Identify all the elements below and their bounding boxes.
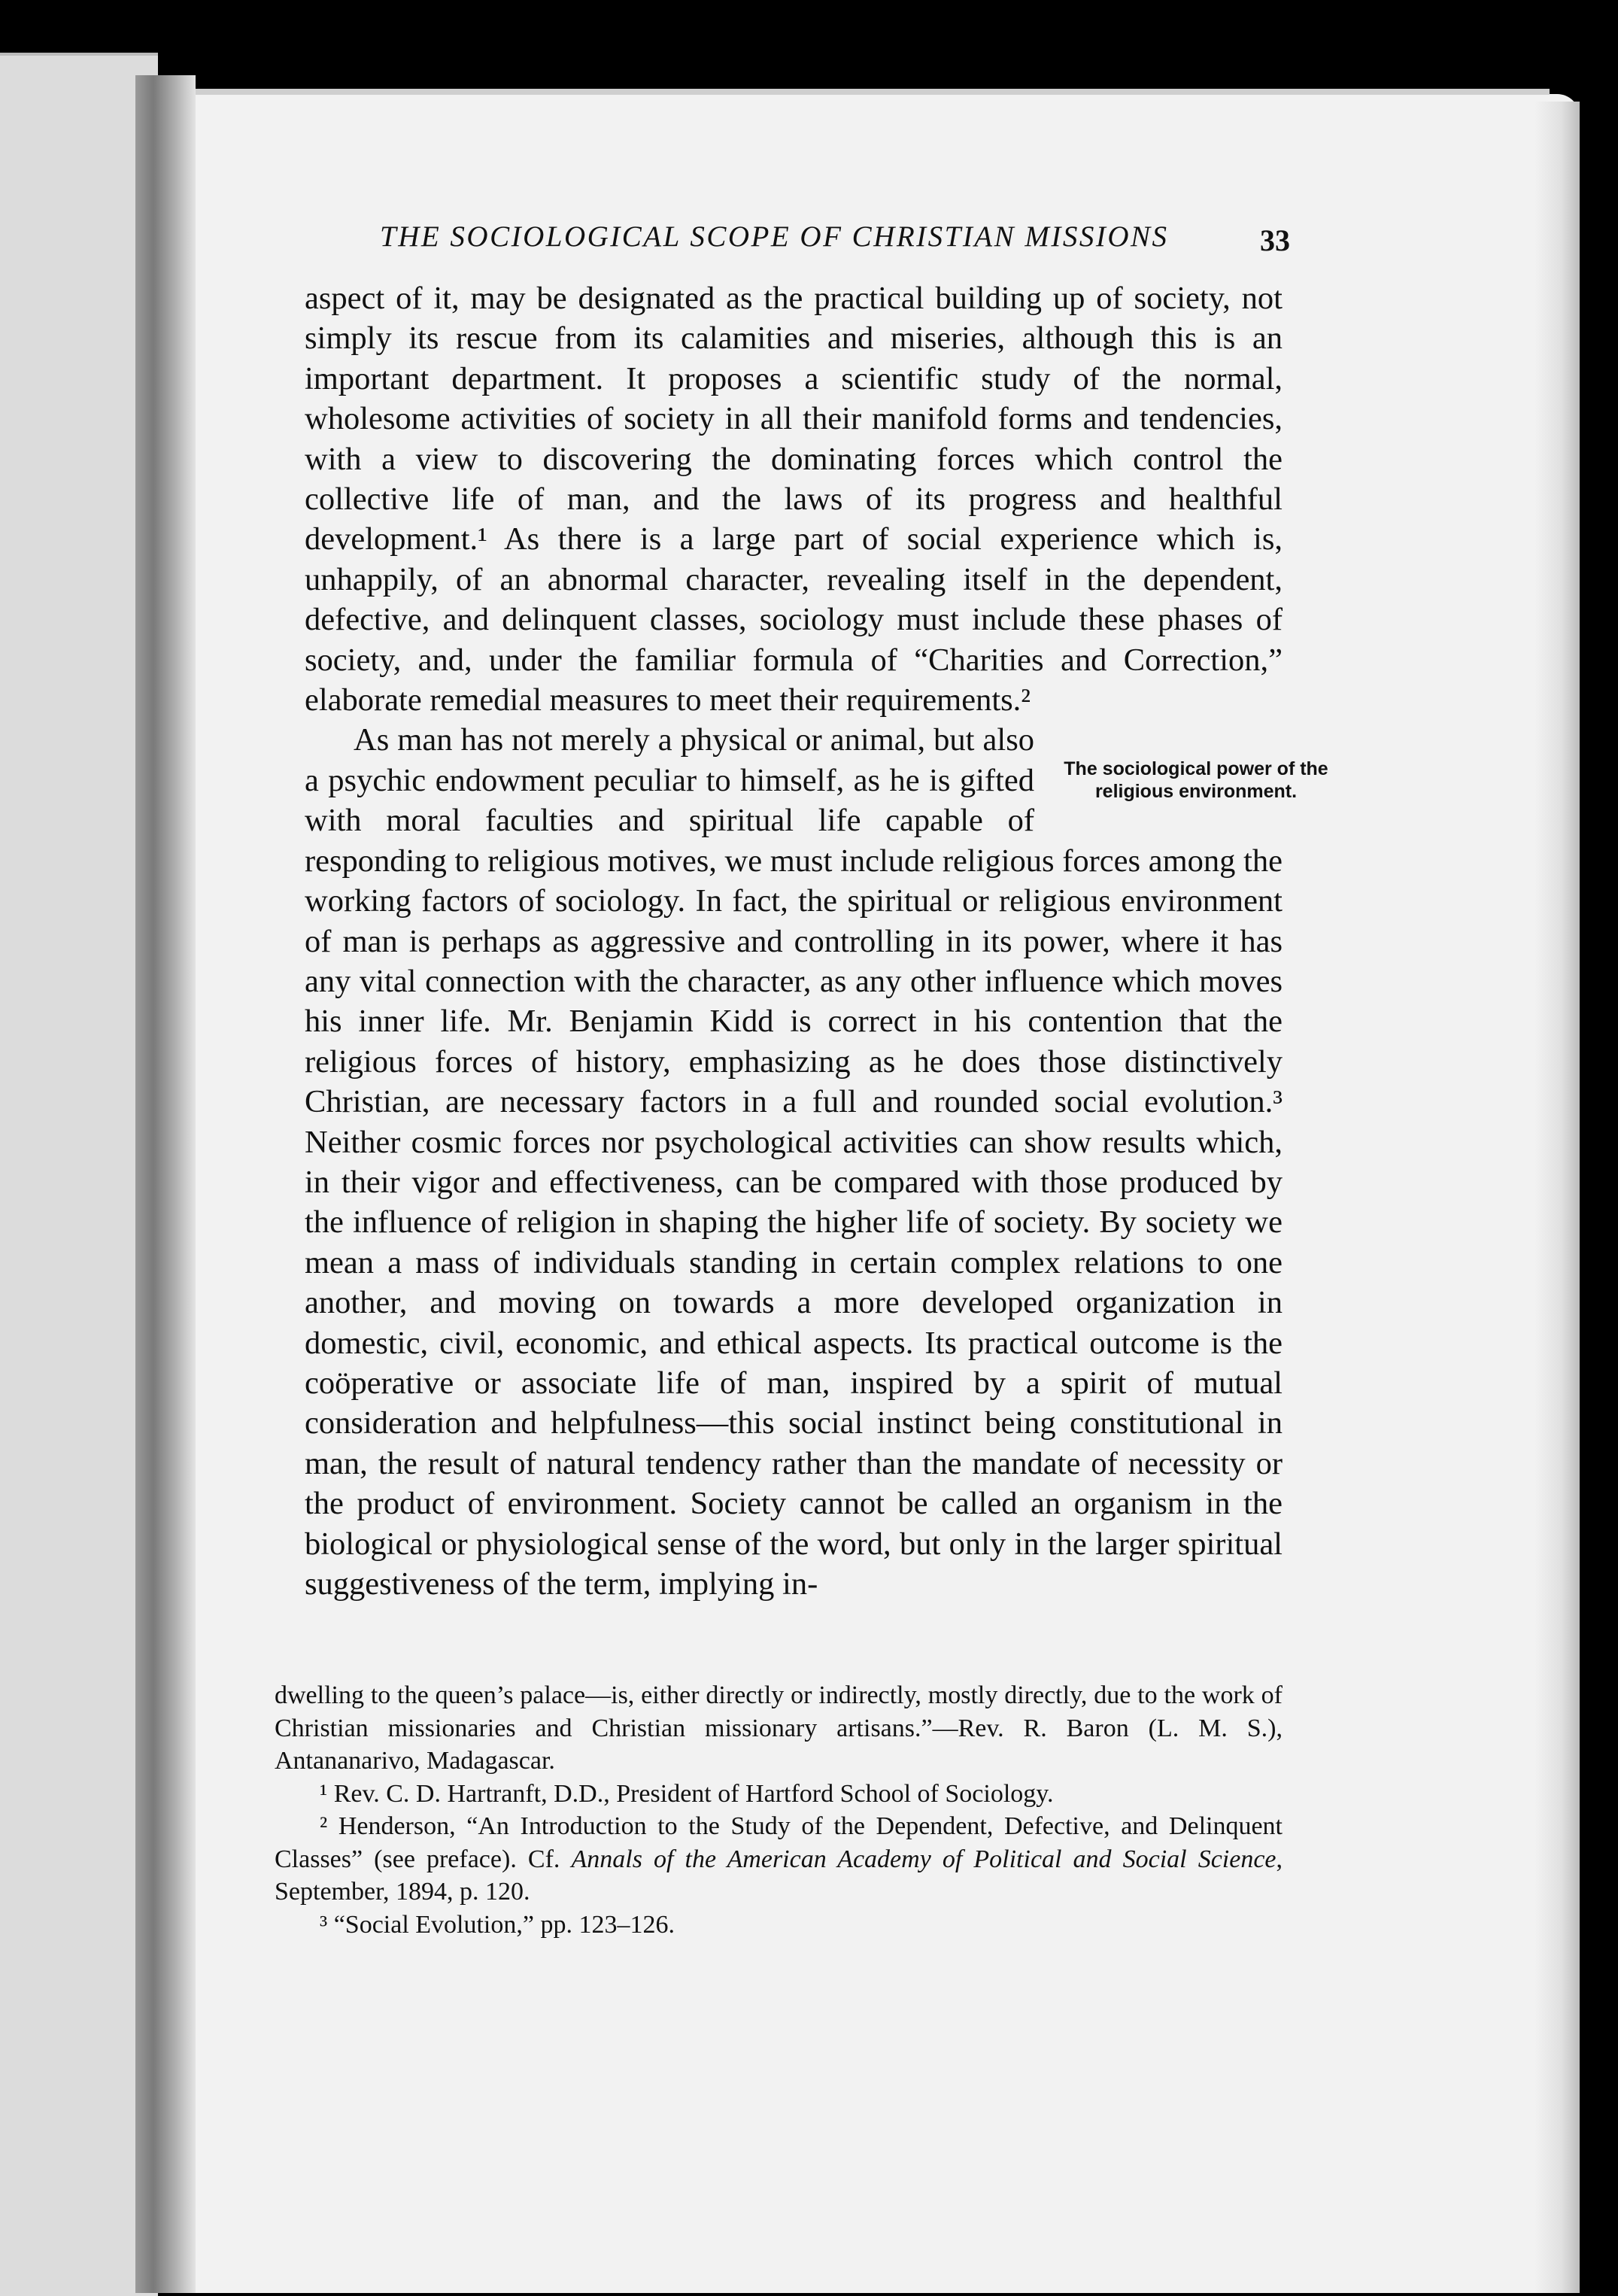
page-header <box>380 220 1290 265</box>
left-page <box>0 53 158 2296</box>
footnote-2 <box>275 1810 1283 1909</box>
footnote-2-date: , September, 1894, p. 120. <box>275 1845 1283 1906</box>
footnote-continued: dwelling to the queen’s palace—is, either directly or indirectly, mostly directly, due to the work of Christian missionaries and Christian missionary artisans.”—Rev. R. Baron (L. M. S.), Antananarivo, Madagascar. <box>275 1681 1283 1775</box>
paragraph-1: aspect of it, may be designated as the practical building up of society, not simply its rescue from its calamities and miseries, although this is an important department. It proposes a scientific study of the normal, wholesome activities of society in all their manifold forms and tendencies, with a view to discovering the dominating forces which control the collective life of man, and the laws of its progress and healthful development.¹ As there is a large part of social experience which is, unhappily, of an abnormal character, revealing itself in the dependent, defective, and delinquent classes, sociology must include these phases of society, and, under the familiar formula of “Charities and Correction,” elaborate remedial measures to meet their requirements.² <box>305 281 1283 718</box>
paragraph-2-text: As man has not merely a physical or animal, but also a psychic endowment peculiar to himself, as he is gifted with moral faculties and spiritual life capable of responding to religious motives, we must include religious forces among the working factors of sociology. In fact, the spiritual or religious environment of man is perhaps as aggressive and controlling in its power, where it has any vital connection with the character, as any other influence which moves his inner life. Mr. Benjamin Kidd is correct in his contention that the religious forces of history, emphasizing as he does those distinctively Christian, are necessary factors in a full and rounded social evolution.³ Neither cosmic forces nor psychological activities can show results which, in their vigor and effectiveness, can be compared with those produced by the influence of religion in shaping the higher life of society. By society we mean a mass of individuals standing in certain complex relations to one another, and moving on towards a more developed organization in domestic, civil, economic, and ethical aspects. Its practical outcome is the coöperative or associate life of man, inspired by a spirit of mutual consideration and helpfulness—this social instinct being constitutional in man, the result of natural tendency rather than the mandate of necessity or the product of environment. Society cannot be called an organism in the biological or physiological sense of the word, but only in the larger spiritual suggestiveness of the term, implying in- <box>305 722 1283 1602</box>
book-gutter <box>135 75 196 2293</box>
footnote-1: ¹ Rev. C. D. Hartranft, D.D., President of Hartford School of Sociology. <box>320 1779 1054 1808</box>
page-right-edge <box>1535 102 1580 2293</box>
margin-note: The sociological power of the religious environment. <box>1064 758 1328 803</box>
body-text <box>305 278 1328 1604</box>
footnote-3: ³ “Social Evolution,” pp. 123–126. <box>320 1910 675 1939</box>
paragraph-2 <box>305 720 1328 1604</box>
running-head: THE SOCIOLOGICAL SCOPE OF CHRISTIAN MISSIONS <box>380 220 1169 253</box>
page-top-edge <box>181 89 1550 95</box>
page-number: 33 <box>1260 223 1290 257</box>
footnote-2-main: ² Henderson, “An Introduction to the Study of the Dependent, Defective, and Delinquent Classes” (see preface). Cf. <box>275 1812 1283 1873</box>
footnote-separator <box>305 1676 1283 1677</box>
footnote-2-journal: Annals of the American Academy of Political and Social Science <box>571 1845 1276 1873</box>
footnotes <box>275 1679 1283 1941</box>
